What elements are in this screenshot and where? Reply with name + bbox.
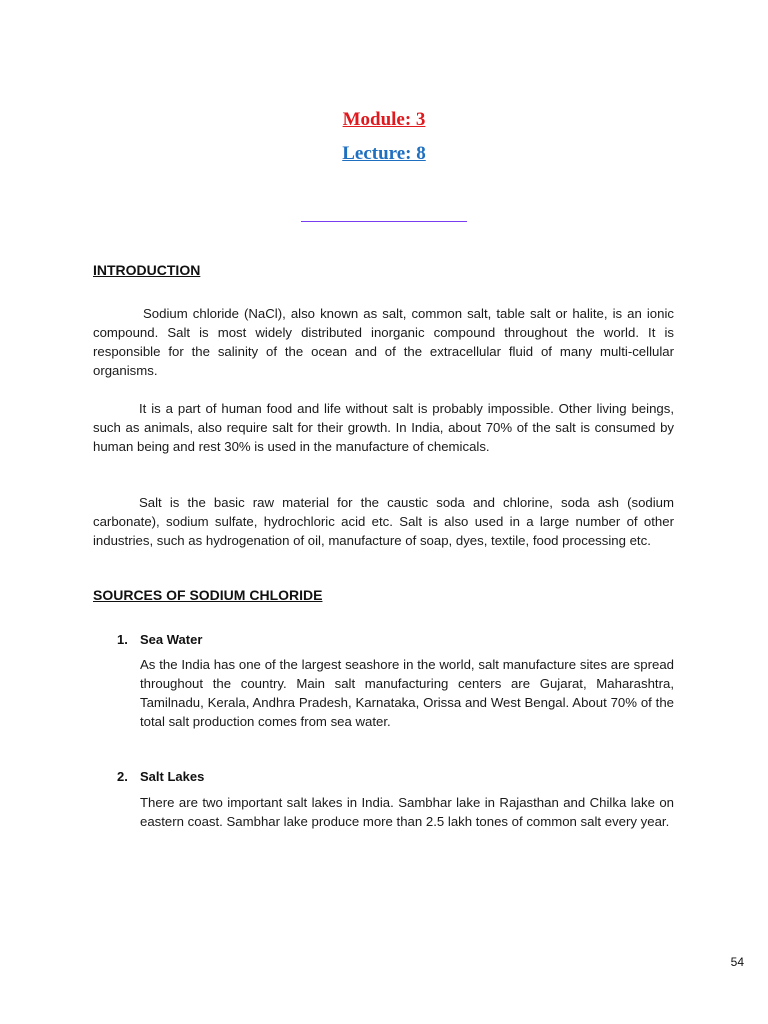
intro-paragraph-2: It is a part of human food and life without salt is probably impossible. Other living beings, such as animals, also require salt for their growth. In India, about 70% of the salt is consumed by human being and rest 30% is used in the manufacture of chemicals. xyxy=(93,401,674,454)
sources-heading: SOURCES OF SODIUM CHLORIDE xyxy=(93,587,323,603)
module-title: Module: 3 xyxy=(342,109,426,130)
intro-paragraph-3: Salt is the basic raw material for the caustic soda and chlorine, soda ash (sodium carbonate), sodium sulfate, hydrochloric acid etc. Salt is also used in a large number of other industries, such as hydrogenation of oil, manufacture of soap, dyes, textile, food processing etc. xyxy=(93,495,674,548)
lecture-title: Lecture: 8 xyxy=(342,143,426,164)
list-item-number: 2. xyxy=(117,769,128,784)
sea-water-title: Sea Water xyxy=(140,632,203,647)
sea-water-body: As the India has one of the largest seashore in the world, salt manufacture sites are spread throughout the country. Main salt manufacturing centers are Gujarat, Maharashtra, Tamilnadu, Kerala, Andhra Pradesh, Karnataka, Orissa and West Bengal. About 70% of the total salt production comes from sea water. xyxy=(140,657,674,729)
title-divider xyxy=(301,221,467,222)
intro-paragraph-1: Sodium chloride (NaCl), also known as salt, common salt, table salt or halite, is an ionic compound. Salt is most widely distributed inorganic compound throughout the world. It is responsible for the salinity of the ocean and of the extracellular fluid of many multi-cellular organisms. xyxy=(93,306,674,378)
page-number: 54 xyxy=(730,955,744,969)
salt-lakes-body: There are two important salt lakes in India. Sambhar lake in Rajasthan and Chilka lake on eastern coast. Sambhar lake produce more than 2.5 lakh tones of common salt every year. xyxy=(140,795,674,829)
list-item-number: 1. xyxy=(117,632,128,647)
introduction-heading: INTRODUCTION xyxy=(93,262,201,278)
salt-lakes-title: Salt Lakes xyxy=(140,769,205,784)
